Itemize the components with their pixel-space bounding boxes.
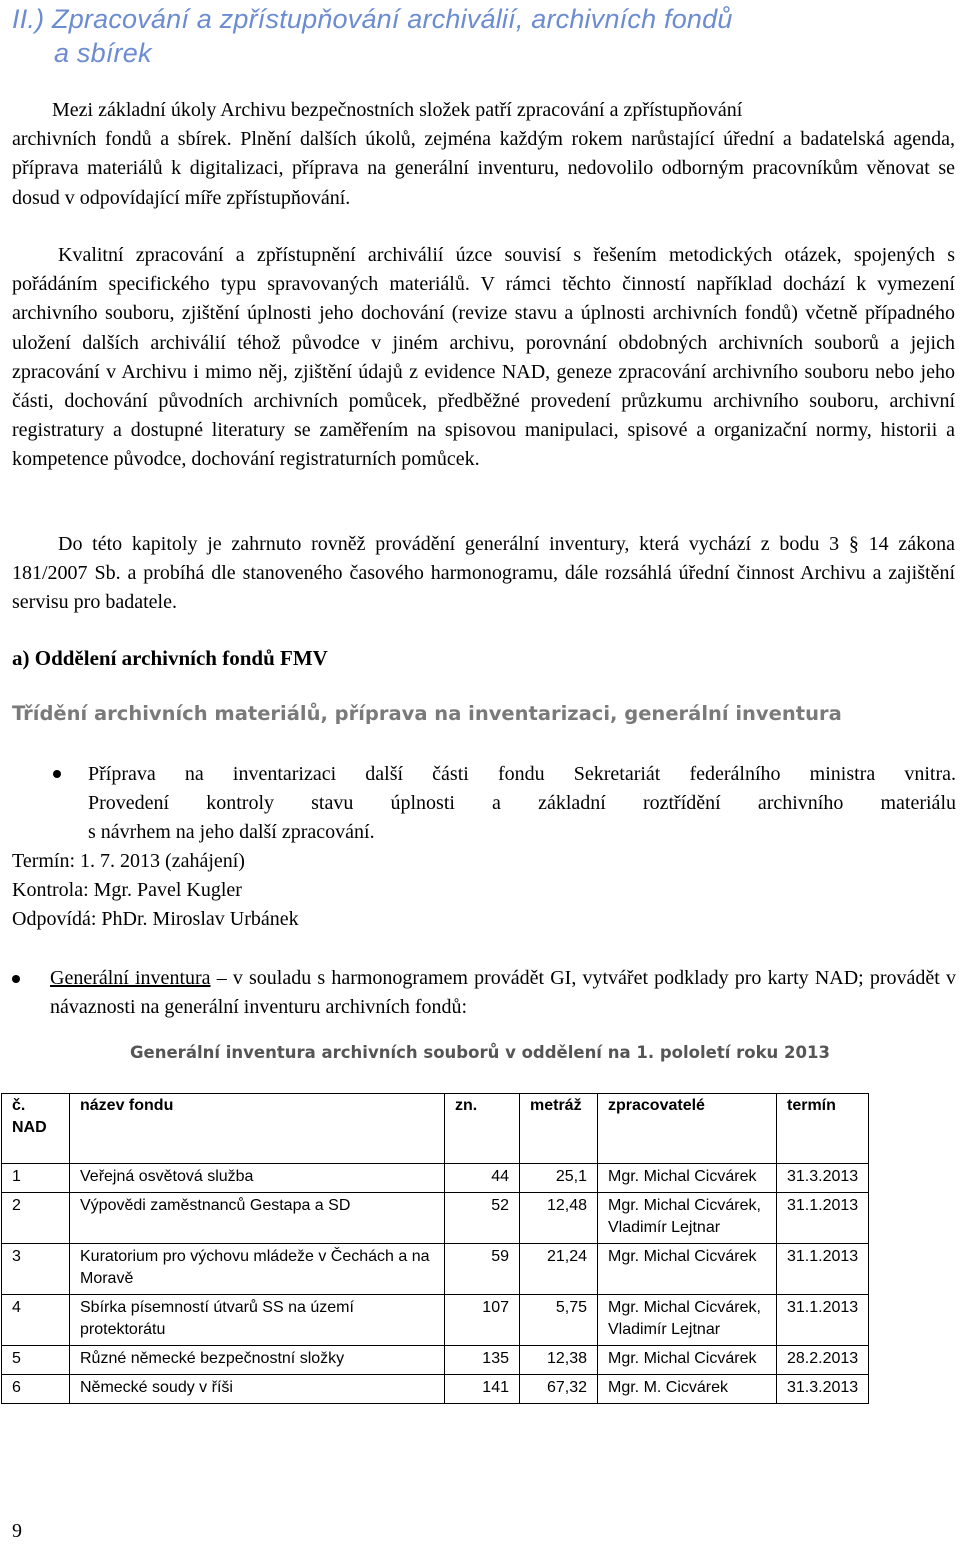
general-inventory-text: – v souladu s harmonogramem provádět GI, vytvářet podklady pro karty NAD; provádět v návaznosti na generální inventuru archivních fondů: [50, 967, 956, 1018]
task-preparation-line2: Provedení kontroly stavu úplnosti a základní roztřídění archivního materiálu [88, 792, 956, 814]
quality-paragraph: Kvalitní zpracování a zpřístupnění archiválií úzce souvisí s řešením metodických otázek, spojených s pořádáním specifického typu spravovaných materiálů. V rámci těchto činností například dochází k vymezení archivního souboru, zjištění úplnosti jeho dochování (revize stavu a úplnosti archivních fondů) včetně případného uložení dalších archiválií téhož původce v jiném archivu, porovnání obdobných archivních souborů a jejich zpracování v Archivu i mimo něj, zjištění údajů z evidence NAD, geneze zpracování archivního souboru nebo jeho části, dochování původních archivních pomůcek, předběžné provedení průzkumu archivního souboru, archivní registratury a dostupné literatury se zaměřením na spisovou manipulaci, spisové a organizační normy, historii a kompetence původce, dochování registraturních pomůcek. [12, 244, 955, 471]
cell-nad-number: 1 [2, 1164, 70, 1193]
general-inventory-label: Generální inventura [50, 967, 211, 989]
cell-processors: Mgr. Michal Cicvárek [598, 1346, 777, 1375]
cell-zn: 135 [445, 1346, 520, 1375]
cell-meterage: 25,1 [520, 1164, 598, 1193]
cell-nad-number: 2 [2, 1193, 70, 1244]
header-zn: zn. [445, 1094, 520, 1164]
cell-zn: 107 [445, 1295, 520, 1346]
cell-nad-number: 4 [2, 1295, 70, 1346]
cell-meterage: 67,32 [520, 1375, 598, 1404]
table-row [2, 1244, 869, 1295]
cell-fund-name: Německé soudy v říši [70, 1375, 445, 1404]
table-row [2, 1346, 869, 1375]
task-preparation [88, 760, 956, 847]
table-row [2, 1375, 869, 1404]
chapter-title-line1: II.) Zpracování a zpřístupňování archiválií, archivních fondů [12, 4, 733, 34]
header-processors: zpracovatelé [598, 1094, 777, 1164]
task-term: Termín: 1. 7. 2013 (zahájení) [12, 850, 245, 872]
table-row [2, 1164, 869, 1193]
page-number: 9 [12, 1520, 22, 1542]
cell-zn: 141 [445, 1375, 520, 1404]
cell-processors: Mgr. Michal Cicvárek, Vladimír Lejtnar [598, 1295, 777, 1346]
task-preparation-line3: s návrhem na jeho další zpracování. [88, 821, 375, 843]
table-header-row [2, 1094, 869, 1164]
header-fund-name: název fondu [70, 1094, 445, 1164]
table-row [2, 1295, 869, 1346]
intro-paragraph [12, 96, 955, 213]
header-meterage: metráž [520, 1094, 598, 1164]
cell-term: 31.3.2013 [777, 1375, 869, 1404]
chapter-title-line2: a sbírek [54, 38, 152, 68]
cell-term: 31.1.2013 [777, 1244, 869, 1295]
task-preparation-line1: Příprava na inventarizaci další části fondu Sekretariát federálního ministra vnitra. [88, 763, 956, 785]
cell-term: 31.3.2013 [777, 1164, 869, 1193]
cell-meterage: 21,24 [520, 1244, 598, 1295]
intro-first-line: Mezi základní úkoly Archivu bezpečnostních složek patří zpracování a zpřístupňování [52, 99, 743, 121]
cell-fund-name: Různé německé bezpečnostní složky [70, 1346, 445, 1375]
section-heading: a) Oddělení archivních fondů FMV [12, 646, 328, 670]
bullet-icon [53, 770, 61, 778]
header-term: termín [777, 1094, 869, 1164]
cell-fund-name: Sbírka písemností útvarů SS na území protektorátu [70, 1295, 445, 1346]
task-general-inventory [50, 964, 956, 1022]
chapter-scope-paragraph: Do této kapitoly je zahrnuto rovněž provádění generální inventury, která vychází z bodu 3 § 14 zákona 181/2007 Sb. a probíhá dle stanoveného časového harmonogramu, dále rozsáhlá úřední činnost Archivu a zajištění servisu pro badatele. [12, 533, 955, 614]
cell-processors: Mgr. Michal Cicvárek, Vladimír Lejtnar [598, 1193, 777, 1244]
cell-nad-number: 3 [2, 1244, 70, 1295]
cell-nad-number: 5 [2, 1346, 70, 1375]
cell-meterage: 12,48 [520, 1193, 598, 1244]
intro-rest: archivních fondů a sbírek. Plnění dalších úkolů, zejména každým rokem narůstající úřední a badatelská agenda, příprava materiálů k digitalizaci, příprava na generální inventuru, nedovolilo odborným pracovníkům věnovat se dosud v odpovídající míře zpřístupňování. [12, 128, 955, 209]
cell-fund-name: Veřejná osvětová služba [70, 1164, 445, 1193]
bullet-icon [12, 975, 20, 983]
table-caption: Generální inventura archivních souborů v oddělení na 1. pololetí roku 2013 [130, 1043, 830, 1062]
inventory-table [1, 1093, 869, 1404]
cell-zn: 44 [445, 1164, 520, 1193]
cell-zn: 52 [445, 1193, 520, 1244]
cell-meterage: 12,38 [520, 1346, 598, 1375]
cell-term: 31.1.2013 [777, 1193, 869, 1244]
cell-term: 28.2.2013 [777, 1346, 869, 1375]
cell-processors: Mgr. Michal Cicvárek [598, 1164, 777, 1193]
cell-zn: 59 [445, 1244, 520, 1295]
cell-fund-name: Kuratorium pro výchovu mládeže v Čechách a na Moravě [70, 1244, 445, 1295]
task-responsible: Odpovídá: PhDr. Miroslav Urbánek [12, 908, 299, 930]
task-control: Kontrola: Mgr. Pavel Kugler [12, 879, 242, 901]
table-row [2, 1193, 869, 1244]
cell-processors: Mgr. M. Cicvárek [598, 1375, 777, 1404]
cell-meterage: 5,75 [520, 1295, 598, 1346]
chapter-title [12, 2, 932, 70]
cell-processors: Mgr. Michal Cicvárek [598, 1244, 777, 1295]
cell-term: 31.1.2013 [777, 1295, 869, 1346]
header-nad-number: č. NAD [2, 1094, 70, 1164]
cell-nad-number: 6 [2, 1375, 70, 1404]
section-subheading: Třídění archivních materiálů, příprava na inventarizaci, generální inventura [12, 702, 842, 725]
cell-fund-name: Výpovědi zaměstnanců Gestapa a SD [70, 1193, 445, 1244]
